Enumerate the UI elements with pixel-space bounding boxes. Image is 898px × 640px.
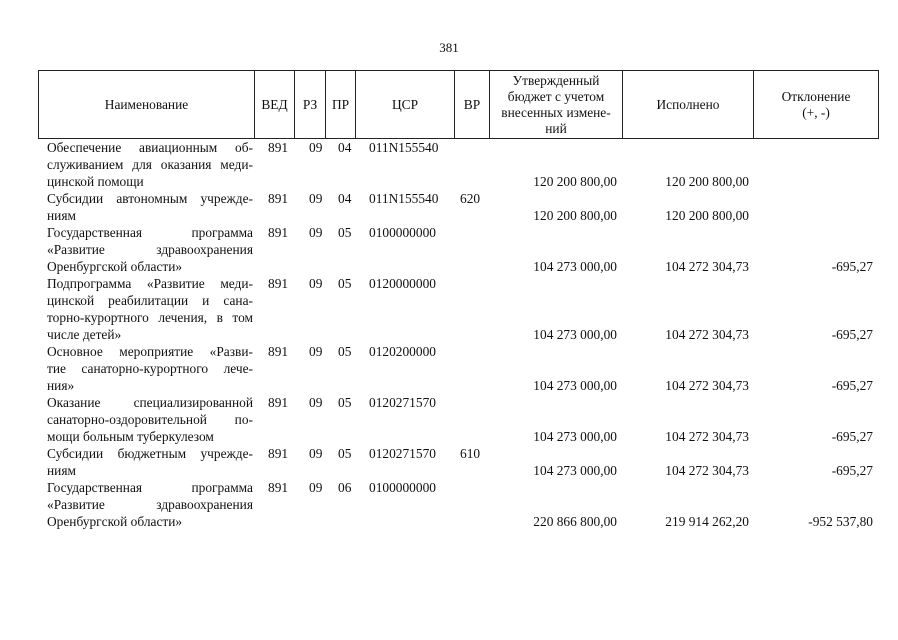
row-name-line: торно-курортного лечения, в том — [47, 310, 253, 325]
row-ved: 891 — [268, 395, 289, 410]
row-name-line: Оренбургской области» — [47, 514, 183, 529]
header-approved-line: ний — [545, 120, 567, 136]
row-name-line: «Развитие здравоохранения — [47, 242, 253, 257]
row-name-line: Государственная программа — [47, 480, 253, 495]
table-row — [38, 275, 879, 343]
row-executed: 104 272 304,73 — [665, 463, 749, 478]
row-name-line: Субсидии бюджетным учрежде- — [47, 446, 253, 461]
row-pr: 05 — [338, 276, 352, 291]
header-ved: ВЕД — [254, 70, 295, 139]
row-name — [47, 224, 253, 275]
row-rz: 09 — [309, 191, 323, 206]
header-rz: РЗ — [294, 70, 326, 139]
row-name — [47, 190, 253, 224]
row-csr: 0120271570 — [369, 395, 436, 410]
row-name — [47, 139, 253, 190]
row-csr: 0120200000 — [369, 344, 436, 359]
row-name — [47, 343, 253, 394]
row-csr: 0100000000 — [369, 225, 436, 240]
row-approved: 104 273 000,00 — [533, 327, 617, 342]
row-executed: 120 200 800,00 — [665, 208, 749, 223]
row-rz: 09 — [309, 446, 323, 461]
row-ved: 891 — [268, 446, 289, 461]
row-executed: 104 272 304,73 — [665, 429, 749, 444]
row-executed: 219 914 262,20 — [665, 514, 749, 529]
row-name-line: мощи больным туберкулезом — [47, 429, 214, 444]
row-rz: 09 — [309, 480, 323, 495]
row-name-line: ния» — [47, 378, 75, 393]
row-name — [47, 275, 253, 343]
row-csr: 0100000000 — [369, 480, 436, 495]
row-approved: 104 273 000,00 — [533, 378, 617, 393]
row-executed: 104 272 304,73 — [665, 327, 749, 342]
header-approved-line: бюджет с учетом — [507, 88, 605, 104]
row-name-line: Оказание специализированной — [47, 395, 253, 410]
row-rz: 09 — [309, 395, 323, 410]
table-row — [38, 224, 879, 275]
header-name: Наименование — [38, 70, 255, 139]
table-row — [38, 343, 879, 394]
header-approved — [489, 70, 623, 139]
row-deviation: -695,27 — [831, 378, 873, 393]
row-name-line: Основное мероприятие «Разви- — [47, 344, 253, 359]
row-name-line: Государственная программа — [47, 225, 253, 240]
row-name — [47, 394, 253, 445]
row-pr: 06 — [338, 480, 352, 495]
row-name-line: Оренбургской области» — [47, 259, 183, 274]
row-name-line: ниям — [47, 463, 76, 478]
table-header — [38, 70, 879, 139]
row-name — [47, 445, 253, 479]
row-name-line: ниям — [47, 208, 76, 223]
row-name-line: цинской помощи — [47, 174, 144, 189]
row-ved: 891 — [268, 225, 289, 240]
row-approved: 104 273 000,00 — [533, 429, 617, 444]
table-row — [38, 445, 879, 479]
row-ved: 891 — [268, 276, 289, 291]
header-deviation-line: Отклонение — [781, 88, 851, 104]
row-vr: 610 — [460, 446, 481, 461]
row-rz: 09 — [309, 225, 323, 240]
row-name-line: Обеспечение авиационным об- — [47, 140, 253, 155]
row-rz: 09 — [309, 276, 323, 291]
row-pr: 04 — [338, 191, 352, 206]
row-ved: 891 — [268, 480, 289, 495]
header-deviation — [753, 70, 879, 139]
row-csr: 011N155540 — [369, 191, 439, 206]
row-ved: 891 — [268, 191, 289, 206]
row-deviation: -952 537,80 — [808, 514, 873, 529]
row-deviation: -695,27 — [831, 463, 873, 478]
row-name-line: числе детей» — [47, 327, 122, 342]
row-pr: 05 — [338, 225, 352, 240]
row-name-line: санаторно-оздоровительной по- — [47, 412, 253, 427]
table-row — [38, 479, 879, 530]
header-pr: ПР — [325, 70, 356, 139]
row-name-line: Субсидии автономным учрежде- — [47, 191, 253, 206]
table-row — [38, 139, 879, 190]
row-pr: 05 — [338, 395, 352, 410]
row-executed: 120 200 800,00 — [665, 174, 749, 189]
header-executed: Исполнено — [622, 70, 754, 139]
table-row — [38, 394, 879, 445]
row-deviation: -695,27 — [831, 259, 873, 274]
header-approved-line: Утвержденный — [512, 72, 600, 88]
row-rz: 09 — [309, 140, 323, 155]
header-approved-line: внесенных измене- — [501, 104, 611, 120]
page-number: 381 — [439, 40, 459, 55]
row-vr: 620 — [460, 191, 481, 206]
row-executed: 104 272 304,73 — [665, 378, 749, 393]
row-name-line: тие санаторно-курортного лече- — [47, 361, 253, 376]
row-name — [47, 479, 253, 530]
row-name-line: цинской реабилитации и сана- — [47, 293, 253, 308]
row-csr: 0120271570 — [369, 446, 436, 461]
row-csr: 0120000000 — [369, 276, 436, 291]
row-csr: 011N155540 — [369, 140, 439, 155]
row-ved: 891 — [268, 140, 289, 155]
header-deviation-line: (+, -) — [802, 104, 830, 120]
row-approved: 104 273 000,00 — [533, 463, 617, 478]
row-rz: 09 — [309, 344, 323, 359]
row-approved: 104 273 000,00 — [533, 259, 617, 274]
row-name-line: «Развитие здравоохранения — [47, 497, 253, 512]
row-pr: 05 — [338, 344, 352, 359]
row-approved: 120 200 800,00 — [533, 208, 617, 223]
table-row — [38, 190, 879, 224]
row-deviation: -695,27 — [831, 327, 873, 342]
row-executed: 104 272 304,73 — [665, 259, 749, 274]
row-deviation: -695,27 — [831, 429, 873, 444]
header-csr: ЦСР — [355, 70, 455, 139]
row-pr: 05 — [338, 446, 352, 461]
row-pr: 04 — [338, 140, 352, 155]
row-approved: 220 866 800,00 — [533, 514, 617, 529]
header-vr: ВР — [454, 70, 490, 139]
row-name-line: служиванием для оказания меди- — [47, 157, 253, 172]
row-name-line: Подпрограмма «Развитие меди- — [47, 276, 253, 291]
row-ved: 891 — [268, 344, 289, 359]
row-approved: 120 200 800,00 — [533, 174, 617, 189]
